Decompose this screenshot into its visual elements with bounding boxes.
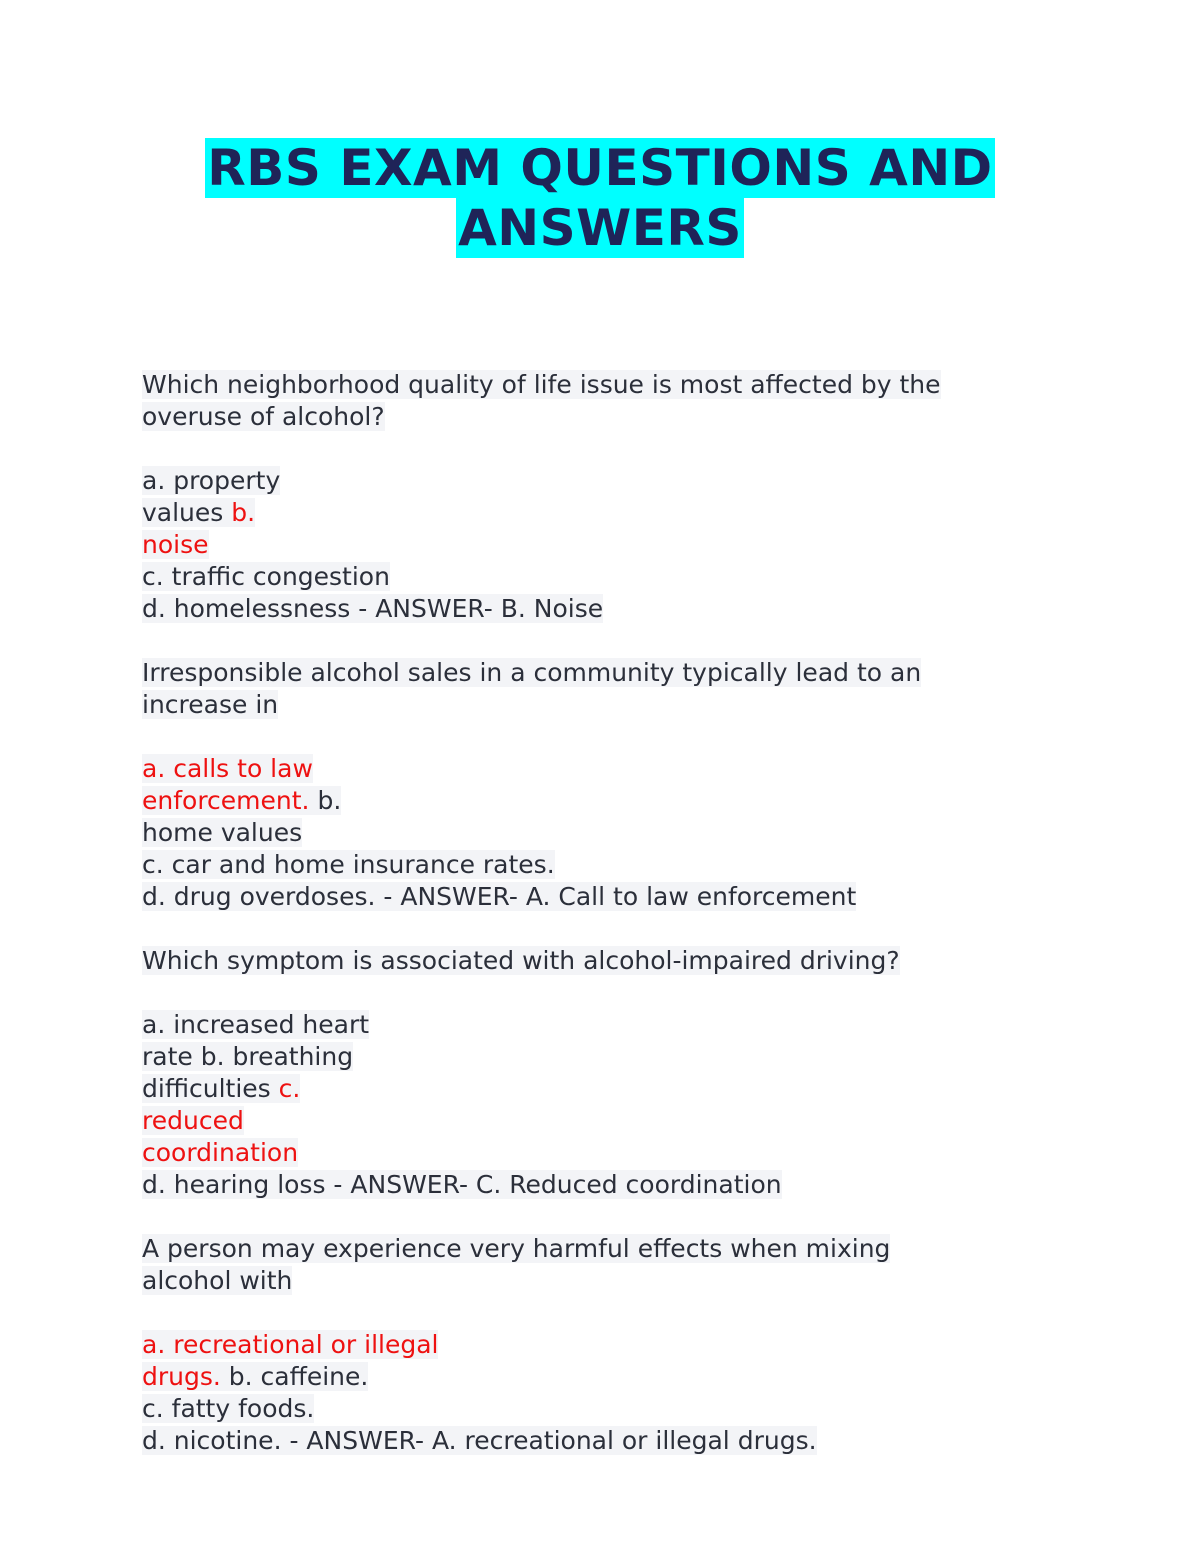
document-title <box>0 138 1200 258</box>
answer-option: c. car and home insurance rates. <box>142 850 555 879</box>
answer-option: a. property <box>142 466 281 495</box>
answer-key: d. drug overdoses. - ANSWER- A. Call to law enforcement <box>142 882 857 911</box>
answer-option: a. increased heart <box>142 1010 370 1039</box>
questions-body <box>142 369 1062 1457</box>
correct-answer: noise <box>142 530 209 559</box>
answer-option: values b. <box>142 498 256 527</box>
question-text: overuse of alcohol? <box>142 402 385 431</box>
answer-option: rate b. breathing <box>142 1042 354 1071</box>
answer-option: c. traffic congestion <box>142 562 390 591</box>
correct-answer: enforcement. <box>142 786 310 815</box>
answer-option: c. fatty foods. <box>142 1394 315 1423</box>
question-block-2 <box>142 657 1062 913</box>
correct-answer: coordination <box>142 1138 299 1167</box>
answer-key: d. nicotine. - ANSWER- A. recreational or illegal drugs. <box>142 1426 817 1455</box>
question-block-3 <box>142 945 1062 1201</box>
question-block-4 <box>142 1233 1062 1457</box>
correct-answer: a. calls to law <box>142 754 313 783</box>
answer-option: home values <box>142 818 303 847</box>
correct-answer: a. recreational or illegal <box>142 1330 439 1359</box>
answer-key: d. homelessness - ANSWER- B. Noise <box>142 594 604 623</box>
title-line-1: RBS EXAM QUESTIONS AND <box>207 139 993 197</box>
question-text: A person may experience very harmful effects when mixing <box>142 1234 891 1263</box>
question-text: increase in <box>142 690 279 719</box>
correct-answer: reduced <box>142 1106 244 1135</box>
correct-answer: c. <box>278 1074 301 1103</box>
question-text: Which symptom is associated with alcohol-impaired driving? <box>142 946 900 975</box>
question-block-1 <box>142 369 1062 625</box>
correct-answer: b. <box>231 498 256 527</box>
answer-key: d. hearing loss - ANSWER- C. Reduced coordination <box>142 1170 782 1199</box>
answer-option: difficulties c. <box>142 1074 301 1103</box>
question-text: alcohol with <box>142 1266 293 1295</box>
title-line-2: ANSWERS <box>458 199 742 257</box>
correct-answer: drugs. <box>142 1362 221 1391</box>
question-text: Irresponsible alcohol sales in a community typically lead to an <box>142 658 922 687</box>
answer-option: enforcement. b. <box>142 786 342 815</box>
question-text: Which neighborhood quality of life issue is most affected by the <box>142 370 941 399</box>
answer-option: drugs. b. caffeine. <box>142 1362 369 1391</box>
